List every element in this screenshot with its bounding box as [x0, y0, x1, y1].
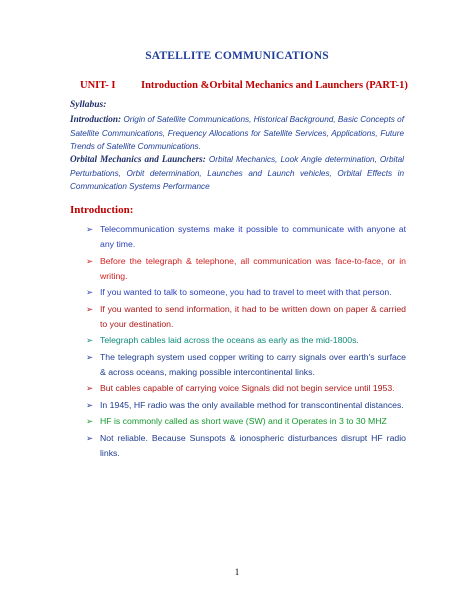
- arrow-bullet-icon: ➢: [86, 399, 94, 410]
- list-item-text: If you wanted to send information, it had to be written down on paper & carried to your destination.: [100, 303, 406, 329]
- syllabus-introduction-paragraph: [70, 113, 404, 154]
- arrow-bullet-icon: ➢: [86, 224, 94, 234]
- list-item: [86, 302, 406, 332]
- arrow-bullet-icon: ➢: [86, 303, 94, 314]
- syllabus-orbital-text: Orbital Mechanics, Look Angle determination, Orbital Perturbations, Orbit determination, Launches and Launch vehicles, Orbital Effects in Communication Systems Performance: [70, 155, 404, 192]
- list-item: [86, 222, 406, 252]
- unit-label: UNIT- I: [80, 80, 116, 91]
- arrow-bullet-icon: ➢: [86, 351, 94, 362]
- list-item-text: But cables capable of carrying voice Signals did not begin service until 1953.: [100, 383, 395, 393]
- list-item-text: Telegraph cables laid across the oceans as early as the mid-1800s.: [100, 335, 359, 345]
- arrow-bullet-icon: ➢: [86, 432, 94, 443]
- unit-title: Introduction &Orbital Mechanics and Launchers (PART-1): [141, 80, 408, 91]
- list-item-text: Not reliable. Because Sunspots & ionospheric disturbances disrupt HF radio links.: [100, 432, 406, 458]
- list-item: [86, 398, 406, 413]
- page-number: 1: [234, 567, 240, 577]
- arrow-bullet-icon: ➢: [86, 335, 94, 345]
- list-item: [86, 285, 406, 300]
- list-item: [86, 414, 406, 429]
- list-item-text: Telecommunication systems make it possible to communicate with anyone at any time.: [100, 224, 406, 249]
- syllabus-introduction-text: Origin of Satellite Communications, Historical Background, Basic Concepts of Satellite Communications, Frequency Allocations for Satellite Services, Applications, Future Trends of Satellite Communications.: [70, 115, 404, 152]
- list-item-text: If you wanted to talk to someone, you had to travel to meet with that person.: [100, 287, 392, 297]
- list-item-text: In 1945, HF radio was the only available method for transcontinental distances.: [100, 399, 404, 410]
- list-item-text: The telegraph system used copper writing to carry signals over earth's surface & across oceans, making possible intercontinental links.: [100, 351, 406, 377]
- syllabus-label: Syllabus:: [70, 100, 107, 110]
- list-item: [86, 431, 406, 461]
- list-item-text: HF is commonly called as short wave (SW) and it Operates in 3 to 30 MHZ: [100, 416, 387, 426]
- list-item: [86, 254, 406, 284]
- syllabus-orbital-paragraph: [70, 153, 404, 194]
- document-title: SATELLITE COMMUNICATIONS: [145, 50, 329, 62]
- arrow-bullet-icon: ➢: [86, 255, 94, 266]
- arrow-bullet-icon: ➢: [86, 383, 94, 393]
- list-item: [86, 333, 406, 348]
- syllabus-introduction-lead: Introduction:: [70, 114, 122, 124]
- syllabus-orbital-lead: Orbital Mechanics and Launchers:: [70, 154, 206, 164]
- list-item: [86, 381, 406, 396]
- list-item: [86, 350, 406, 380]
- arrow-bullet-icon: ➢: [86, 416, 94, 426]
- introduction-bullet-list: [86, 222, 406, 462]
- list-item-text: Before the telegraph & telephone, all communication was face-to-face, or in writing.: [100, 255, 406, 281]
- introduction-heading: Introduction:: [70, 204, 134, 216]
- arrow-bullet-icon: ➢: [86, 287, 94, 297]
